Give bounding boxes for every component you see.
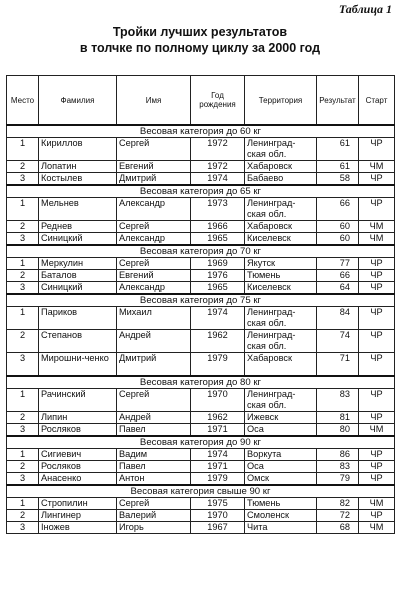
territory-cell: Смоленск xyxy=(245,510,317,522)
start-cell: ЧР xyxy=(359,138,395,161)
birth-year-cell: 1979 xyxy=(191,353,245,377)
start-cell: ЧР xyxy=(359,412,395,424)
place-cell: 1 xyxy=(7,138,39,161)
start-cell: ЧР xyxy=(359,258,395,270)
surname-cell: Лингинер xyxy=(39,510,117,522)
place-cell: 2 xyxy=(7,330,39,353)
start-cell: ЧР xyxy=(359,461,395,473)
birth-year-cell: 1962 xyxy=(191,412,245,424)
birth-year-cell: 1962 xyxy=(191,330,245,353)
result-cell: 72 xyxy=(317,510,359,522)
territory-cell: Тюмень xyxy=(245,270,317,282)
name-cell: Андрей xyxy=(117,330,191,353)
birth-year-cell: 1972 xyxy=(191,138,245,161)
result-cell: 64 xyxy=(317,282,359,295)
name-cell: Сергей xyxy=(117,138,191,161)
territory-cell: Киселевск xyxy=(245,282,317,295)
place-cell: 1 xyxy=(7,198,39,221)
weight-category-row xyxy=(7,376,395,389)
territory-cell: Оса xyxy=(245,461,317,473)
weight-category-title: Весовая категория до 60 кг xyxy=(7,125,395,138)
surname-cell: Баталов xyxy=(39,270,117,282)
table-row xyxy=(7,330,395,353)
surname-cell: Стропилин xyxy=(39,498,117,510)
surname-cell: Іножев xyxy=(39,522,117,534)
place-cell: 2 xyxy=(7,510,39,522)
table-row xyxy=(7,461,395,473)
result-cell: 74 xyxy=(317,330,359,353)
place-cell: 2 xyxy=(7,221,39,233)
surname-cell: Рачинский xyxy=(39,389,117,412)
place-cell: 2 xyxy=(7,270,39,282)
place-cell: 2 xyxy=(7,161,39,173)
place-cell: 2 xyxy=(7,461,39,473)
place-cell: 3 xyxy=(7,173,39,186)
name-cell: Сергей xyxy=(117,498,191,510)
result-cell: 77 xyxy=(317,258,359,270)
surname-cell: Синицкий xyxy=(39,282,117,295)
birth-year-cell: 1966 xyxy=(191,221,245,233)
weight-category-title: Весовая категория до 70 кг xyxy=(7,245,395,258)
start-cell: ЧР xyxy=(359,270,395,282)
name-cell: Сергей xyxy=(117,389,191,412)
name-cell: Павел xyxy=(117,424,191,437)
territory-cell: Хабаровск xyxy=(245,161,317,173)
surname-cell: Липин xyxy=(39,412,117,424)
surname-cell: Анасенко xyxy=(39,473,117,486)
weight-category-row xyxy=(7,185,395,198)
name-cell: Игорь xyxy=(117,522,191,534)
header-row xyxy=(7,76,395,126)
place-cell: 3 xyxy=(7,473,39,486)
name-cell: Вадим xyxy=(117,449,191,461)
start-cell: ЧМ xyxy=(359,221,395,233)
header-result: Результат xyxy=(317,76,359,126)
result-cell: 86 xyxy=(317,449,359,461)
territory-cell: Ленинград-ская обл. xyxy=(245,389,317,412)
name-cell: Валерий xyxy=(117,510,191,522)
birth-year-cell: 1973 xyxy=(191,198,245,221)
result-cell: 83 xyxy=(317,461,359,473)
header-place: Место xyxy=(7,76,39,126)
start-cell: ЧР xyxy=(359,449,395,461)
territory-cell: Ленинград-ская обл. xyxy=(245,138,317,161)
birth-year-cell: 1967 xyxy=(191,522,245,534)
surname-cell: Мельнев xyxy=(39,198,117,221)
table-row xyxy=(7,424,395,437)
birth-year-cell: 1971 xyxy=(191,424,245,437)
result-cell: 60 xyxy=(317,233,359,246)
result-cell: 61 xyxy=(317,138,359,161)
table-row xyxy=(7,161,395,173)
result-cell: 58 xyxy=(317,173,359,186)
birth-year-cell: 1979 xyxy=(191,473,245,486)
result-cell: 66 xyxy=(317,270,359,282)
birth-year-cell: 1975 xyxy=(191,498,245,510)
name-cell: Александр xyxy=(117,198,191,221)
name-cell: Александр xyxy=(117,233,191,246)
result-cell: 81 xyxy=(317,412,359,424)
table-number-label: Таблица 1 xyxy=(338,2,392,16)
results-table xyxy=(6,75,395,534)
surname-cell: Мирошни-ченко xyxy=(39,353,117,377)
birth-year-cell: 1970 xyxy=(191,389,245,412)
birth-year-cell: 1974 xyxy=(191,307,245,330)
result-cell: 68 xyxy=(317,522,359,534)
territory-cell: Якутск xyxy=(245,258,317,270)
surname-cell: Сигиевич xyxy=(39,449,117,461)
name-cell: Михаил xyxy=(117,307,191,330)
document-title xyxy=(0,24,400,56)
place-cell: 3 xyxy=(7,353,39,377)
result-cell: 83 xyxy=(317,389,359,412)
table-row xyxy=(7,307,395,330)
surname-cell: Кириллов xyxy=(39,138,117,161)
surname-cell: Меркулин xyxy=(39,258,117,270)
table-row xyxy=(7,522,395,534)
territory-cell: Воркута xyxy=(245,449,317,461)
name-cell: Андрей xyxy=(117,412,191,424)
name-cell: Александр xyxy=(117,282,191,295)
result-cell: 84 xyxy=(317,307,359,330)
surname-cell: Костылев xyxy=(39,173,117,186)
surname-cell: Синицкий xyxy=(39,233,117,246)
table-row xyxy=(7,138,395,161)
place-cell: 3 xyxy=(7,424,39,437)
place-cell: 3 xyxy=(7,522,39,534)
name-cell: Дмитрий xyxy=(117,173,191,186)
table-row xyxy=(7,258,395,270)
birth-year-cell: 1972 xyxy=(191,161,245,173)
table-row xyxy=(7,389,395,412)
weight-category-row xyxy=(7,294,395,307)
name-cell: Сергей xyxy=(117,221,191,233)
result-cell: 80 xyxy=(317,424,359,437)
results-body xyxy=(7,125,395,534)
place-cell: 1 xyxy=(7,498,39,510)
territory-cell: Ижевск xyxy=(245,412,317,424)
territory-cell: Хабаровск xyxy=(245,221,317,233)
territory-cell: Ленинград-ская обл. xyxy=(245,307,317,330)
name-cell: Евгений xyxy=(117,161,191,173)
start-cell: ЧМ xyxy=(359,498,395,510)
place-cell: 3 xyxy=(7,282,39,295)
weight-category-row xyxy=(7,485,395,498)
name-cell: Антон xyxy=(117,473,191,486)
header-name: Имя xyxy=(117,76,191,126)
birth-year-cell: 1970 xyxy=(191,510,245,522)
table-row xyxy=(7,270,395,282)
result-cell: 79 xyxy=(317,473,359,486)
territory-cell: Ленинград-ская обл. xyxy=(245,198,317,221)
start-cell: ЧР xyxy=(359,473,395,486)
start-cell: ЧР xyxy=(359,307,395,330)
territory-cell: Чита xyxy=(245,522,317,534)
birth-year-cell: 1976 xyxy=(191,270,245,282)
birth-year-cell: 1974 xyxy=(191,173,245,186)
surname-cell: Степанов xyxy=(39,330,117,353)
table-row xyxy=(7,498,395,510)
name-cell: Евгений xyxy=(117,270,191,282)
table-row xyxy=(7,221,395,233)
header-territory: Территория xyxy=(245,76,317,126)
table-row xyxy=(7,412,395,424)
result-cell: 71 xyxy=(317,353,359,377)
table-row xyxy=(7,198,395,221)
start-cell: ЧМ xyxy=(359,161,395,173)
place-cell: 1 xyxy=(7,307,39,330)
weight-category-title: Весовая категория свыше 90 кг xyxy=(7,485,395,498)
table-row xyxy=(7,473,395,486)
table-row xyxy=(7,510,395,522)
weight-category-title: Весовая категория до 90 кг xyxy=(7,436,395,449)
weight-category-title: Весовая категория до 75 кг xyxy=(7,294,395,307)
name-cell: Павел xyxy=(117,461,191,473)
territory-cell: Омск xyxy=(245,473,317,486)
table-row xyxy=(7,233,395,246)
start-cell: ЧР xyxy=(359,510,395,522)
place-cell: 1 xyxy=(7,449,39,461)
result-cell: 66 xyxy=(317,198,359,221)
territory-cell: Бабаево xyxy=(245,173,317,186)
territory-cell: Киселевск xyxy=(245,233,317,246)
place-cell: 1 xyxy=(7,389,39,412)
weight-category-title: Весовая категория до 80 кг xyxy=(7,376,395,389)
weight-category-row xyxy=(7,436,395,449)
place-cell: 3 xyxy=(7,233,39,246)
place-cell: 2 xyxy=(7,412,39,424)
table-row xyxy=(7,449,395,461)
result-cell: 60 xyxy=(317,221,359,233)
birth-year-cell: 1965 xyxy=(191,233,245,246)
territory-cell: Хабаровск xyxy=(245,353,317,377)
title-line-1: Тройки лучших результатов xyxy=(112,25,288,39)
table-row xyxy=(7,353,395,377)
name-cell: Сергей xyxy=(117,258,191,270)
title-line-2: в толчке по полному циклу за 2000 год xyxy=(79,41,321,55)
birth-year-cell: 1974 xyxy=(191,449,245,461)
start-cell: ЧР xyxy=(359,198,395,221)
birth-year-cell: 1965 xyxy=(191,282,245,295)
start-cell: ЧР xyxy=(359,173,395,186)
start-cell: ЧМ xyxy=(359,522,395,534)
surname-cell: Росляков xyxy=(39,461,117,473)
start-cell: ЧМ xyxy=(359,424,395,437)
territory-cell: Тюмень xyxy=(245,498,317,510)
start-cell: ЧМ xyxy=(359,233,395,246)
birth-year-cell: 1971 xyxy=(191,461,245,473)
territory-cell: Ленинград-ская обл. xyxy=(245,330,317,353)
surname-cell: Росляков xyxy=(39,424,117,437)
start-cell: ЧР xyxy=(359,330,395,353)
table-row xyxy=(7,282,395,295)
result-cell: 82 xyxy=(317,498,359,510)
surname-cell: Лопатин xyxy=(39,161,117,173)
weight-category-row xyxy=(7,125,395,138)
birth-year-cell: 1969 xyxy=(191,258,245,270)
result-cell: 61 xyxy=(317,161,359,173)
name-cell: Дмитрий xyxy=(117,353,191,377)
surname-cell: Реднев xyxy=(39,221,117,233)
table-row xyxy=(7,173,395,186)
territory-cell: Оса xyxy=(245,424,317,437)
weight-category-title: Весовая категория до 65 кг xyxy=(7,185,395,198)
start-cell: ЧР xyxy=(359,389,395,412)
place-cell: 1 xyxy=(7,258,39,270)
header-start: Старт xyxy=(359,76,395,126)
start-cell: ЧР xyxy=(359,282,395,295)
weight-category-row xyxy=(7,245,395,258)
start-cell: ЧР xyxy=(359,353,395,377)
header-birth-year: Год рождения xyxy=(191,76,245,126)
surname-cell: Париков xyxy=(39,307,117,330)
header-surname: Фамилия xyxy=(39,76,117,126)
